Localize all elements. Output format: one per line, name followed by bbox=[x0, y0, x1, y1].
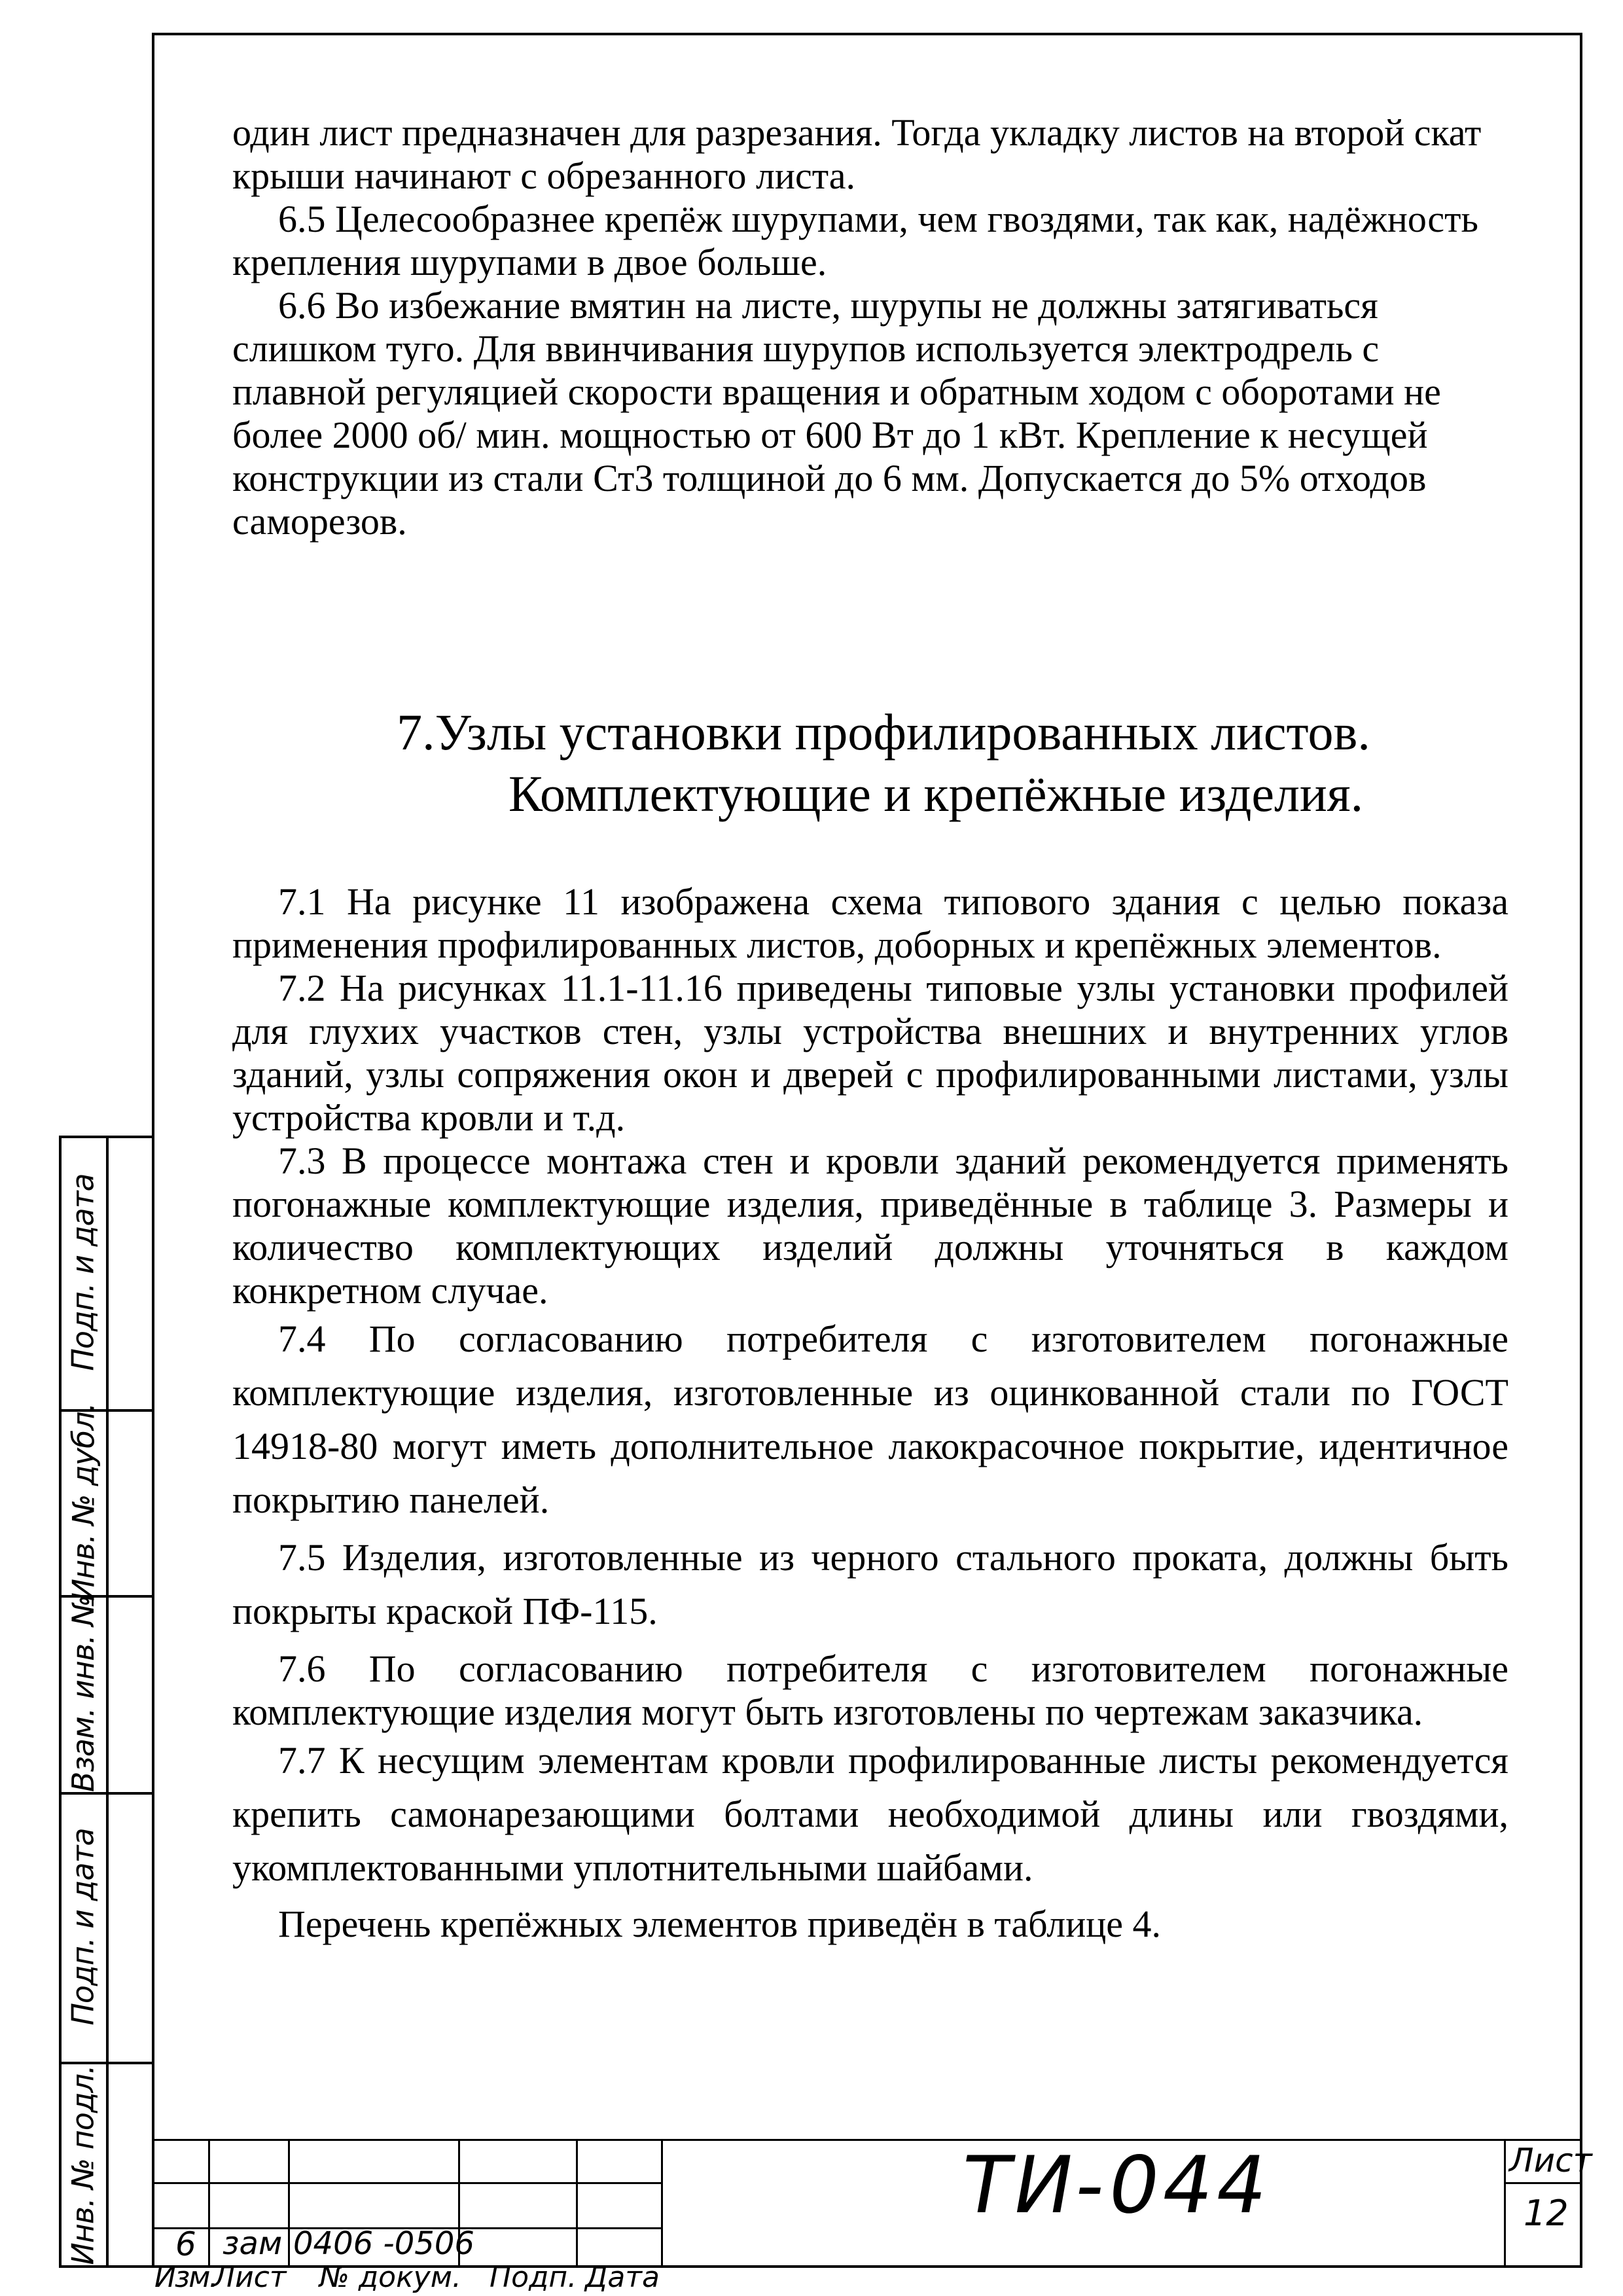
paragraph-7-1: 7.1 На рисунке 11 изображена схема типового здания с целью показа применения профилированных листов, доборных и крепёжных элементов. bbox=[232, 880, 1508, 966]
tb-sheet-label: Лист bbox=[1509, 2142, 1592, 2179]
paragraph-7-4: 7.4 По согласованию потребителя с изготовителем погонажные комплектующие изделия, изготовленные из оцинкованной стали по ГОСТ 14918-80 могут иметь дополнительное лакокрасочное покрытие, идентичное покрытию панелей. bbox=[232, 1318, 1508, 1521]
paragraph-6-6: 6.6 Во избежание вмятин на листе, шурупы не должны затягиваться слишком туго. Для ввинчивания шурупов используется электродрель с плавной регуляцией скорости вращения и обратным ходом с оборотами не более 2000 об/ мин. мощностью от 600 Вт до 1 кВт. Крепление к несущей конструкции из стали Ст3 толщиной до 6 мм. Допускается до 5% отходов саморезов. bbox=[232, 284, 1441, 543]
top-text-block bbox=[232, 111, 1508, 543]
tb-header-data: Дата bbox=[585, 2261, 660, 2294]
paragraph-7-3: 7.3 В процессе монтажа стен и кровли зданий рекомендуется применять погонажные комплектующие изделия, приведённые в таблице 3. Размеры и количество комплектующих изделий должны уточняться в каждом конкретном случае. bbox=[232, 1139, 1508, 1312]
margin-label-inv-dubl: Инв. № дубл. bbox=[65, 1403, 101, 1602]
tb-izm-value: 6 bbox=[175, 2225, 196, 2263]
tb-list-value: зам bbox=[223, 2225, 283, 2262]
paragraph-7-5: 7.5 Изделия, изготовленные из черного стального проката, должны быть покрыты краской ПФ-115. bbox=[232, 1536, 1508, 1632]
paragraph-7-7: 7.7 К несущим элементам кровли профилированные листы рекомендуется крепить самонарезающими болтами необходимой длины или гвоздями, укомплектованными уплотнительными шайбами. bbox=[232, 1739, 1508, 1889]
paragraph-7-6: 7.6 По согласованию потребителя с изготовителем погонажные комплектующие изделия могут быть изготовлены по чертежам заказчика. bbox=[232, 1647, 1508, 1733]
tb-sheet-number: 12 bbox=[1524, 2193, 1569, 2234]
paragraph-6-5: 6.5 Целесообразнее крепёж шурупами, чем гвоздями, так как, надёжность крепления шурупами в двое больше. bbox=[232, 198, 1478, 283]
tb-header-izm: Изм. bbox=[154, 2261, 217, 2294]
section-heading bbox=[196, 702, 1571, 825]
margin-label-podp-data-2: Подп. и дата bbox=[65, 1828, 101, 2026]
paragraph-continuation: один лист предназначен для разрезания. Тогда укладку листов на второй скат крыши начинают с обрезанного листа. bbox=[232, 111, 1482, 197]
tb-doc-number: 0406 -0506 bbox=[293, 2225, 474, 2262]
tb-designation: ТИ-044 bbox=[954, 2140, 1279, 2231]
margin-label-inv-podl: Инв. № подл. bbox=[65, 2064, 101, 2265]
paragraph-list-ref: Перечень крепёжных элементов приведён в таблице 4. bbox=[278, 1903, 1162, 1945]
margin-label-podp-data-1: Подп. и дата bbox=[65, 1174, 101, 1371]
left-margin-divider bbox=[106, 1136, 109, 2268]
section7-text-block bbox=[232, 880, 1508, 1951]
paragraph-7-2: 7.2 На рисунках 11.1-11.16 приведены типовые узлы установки профилей для глухих участков стен, узлы устройства внешних и внутренних углов зданий, узлы сопряжения окон и дверей с профилированными листами, узлы устройства кровли и т.д. bbox=[232, 967, 1508, 1139]
tb-header-podp: Подп. bbox=[490, 2261, 577, 2294]
tb-header-list: Лист bbox=[213, 2261, 287, 2294]
margin-label-vzam-inv: Взам. инв. № bbox=[65, 1595, 101, 1792]
section-heading-line2: Комплектующие и крепёжные изделия. bbox=[508, 765, 1364, 822]
tb-header-doc: № докум. bbox=[319, 2261, 461, 2294]
section-heading-line1: 7.Узлы установки профилированных листов. bbox=[397, 704, 1370, 761]
